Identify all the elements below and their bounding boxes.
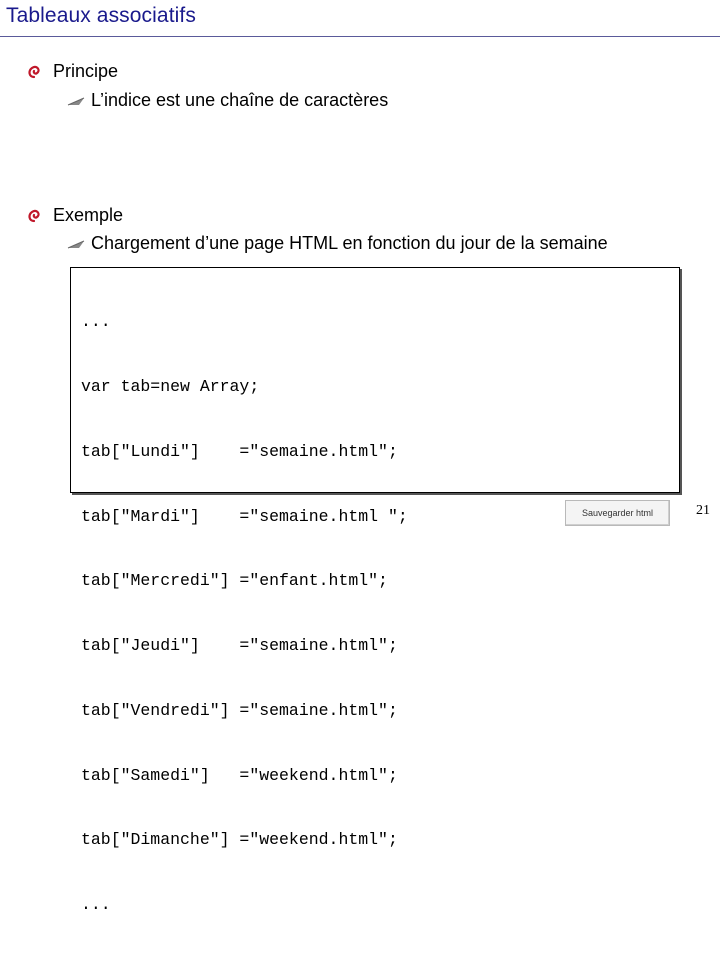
bullet-principe xyxy=(27,61,118,82)
page-number: 21 xyxy=(696,503,710,518)
bullet-label: Principe xyxy=(53,61,119,81)
code-line: ... xyxy=(81,895,111,915)
code-line: tab["Dimanche"] ="weekend.html"; xyxy=(81,830,398,850)
swirl-bullet-icon xyxy=(27,209,41,223)
arrow-bullet-icon xyxy=(67,239,85,249)
sub-bullet-principe xyxy=(67,90,388,111)
code-line: var tab=new Array; xyxy=(81,376,260,396)
title-divider xyxy=(0,36,720,37)
slide-title: Tableaux associatifs xyxy=(6,4,196,27)
arrow-bullet-icon xyxy=(67,96,85,106)
code-line: tab["Jeudi"] ="semaine.html"; xyxy=(81,636,398,656)
code-line: tab["Samedi"] ="weekend.html"; xyxy=(81,765,398,785)
code-block xyxy=(81,268,408,959)
sub-bullet-text: L’indice est une chaîne de caractères xyxy=(91,90,389,110)
save-html-button[interactable]: Sauvegarder html xyxy=(565,500,670,526)
code-line: tab["Mardi"] ="semaine.html "; xyxy=(81,506,408,526)
bullet-label: Exemple xyxy=(53,205,124,225)
swirl-bullet-icon xyxy=(27,65,41,79)
sub-bullet-text: Chargement d’une page HTML en fonction du jour de la semaine xyxy=(91,233,608,253)
code-line: ... xyxy=(81,312,111,332)
code-line: tab["Lundi"] ="semaine.html"; xyxy=(81,441,398,461)
bullet-exemple xyxy=(27,205,123,226)
code-line: tab["Vendredi"] ="semaine.html"; xyxy=(81,700,398,720)
code-line: tab["Mercredi"] ="enfant.html"; xyxy=(81,571,388,591)
sub-bullet-exemple xyxy=(67,233,608,254)
